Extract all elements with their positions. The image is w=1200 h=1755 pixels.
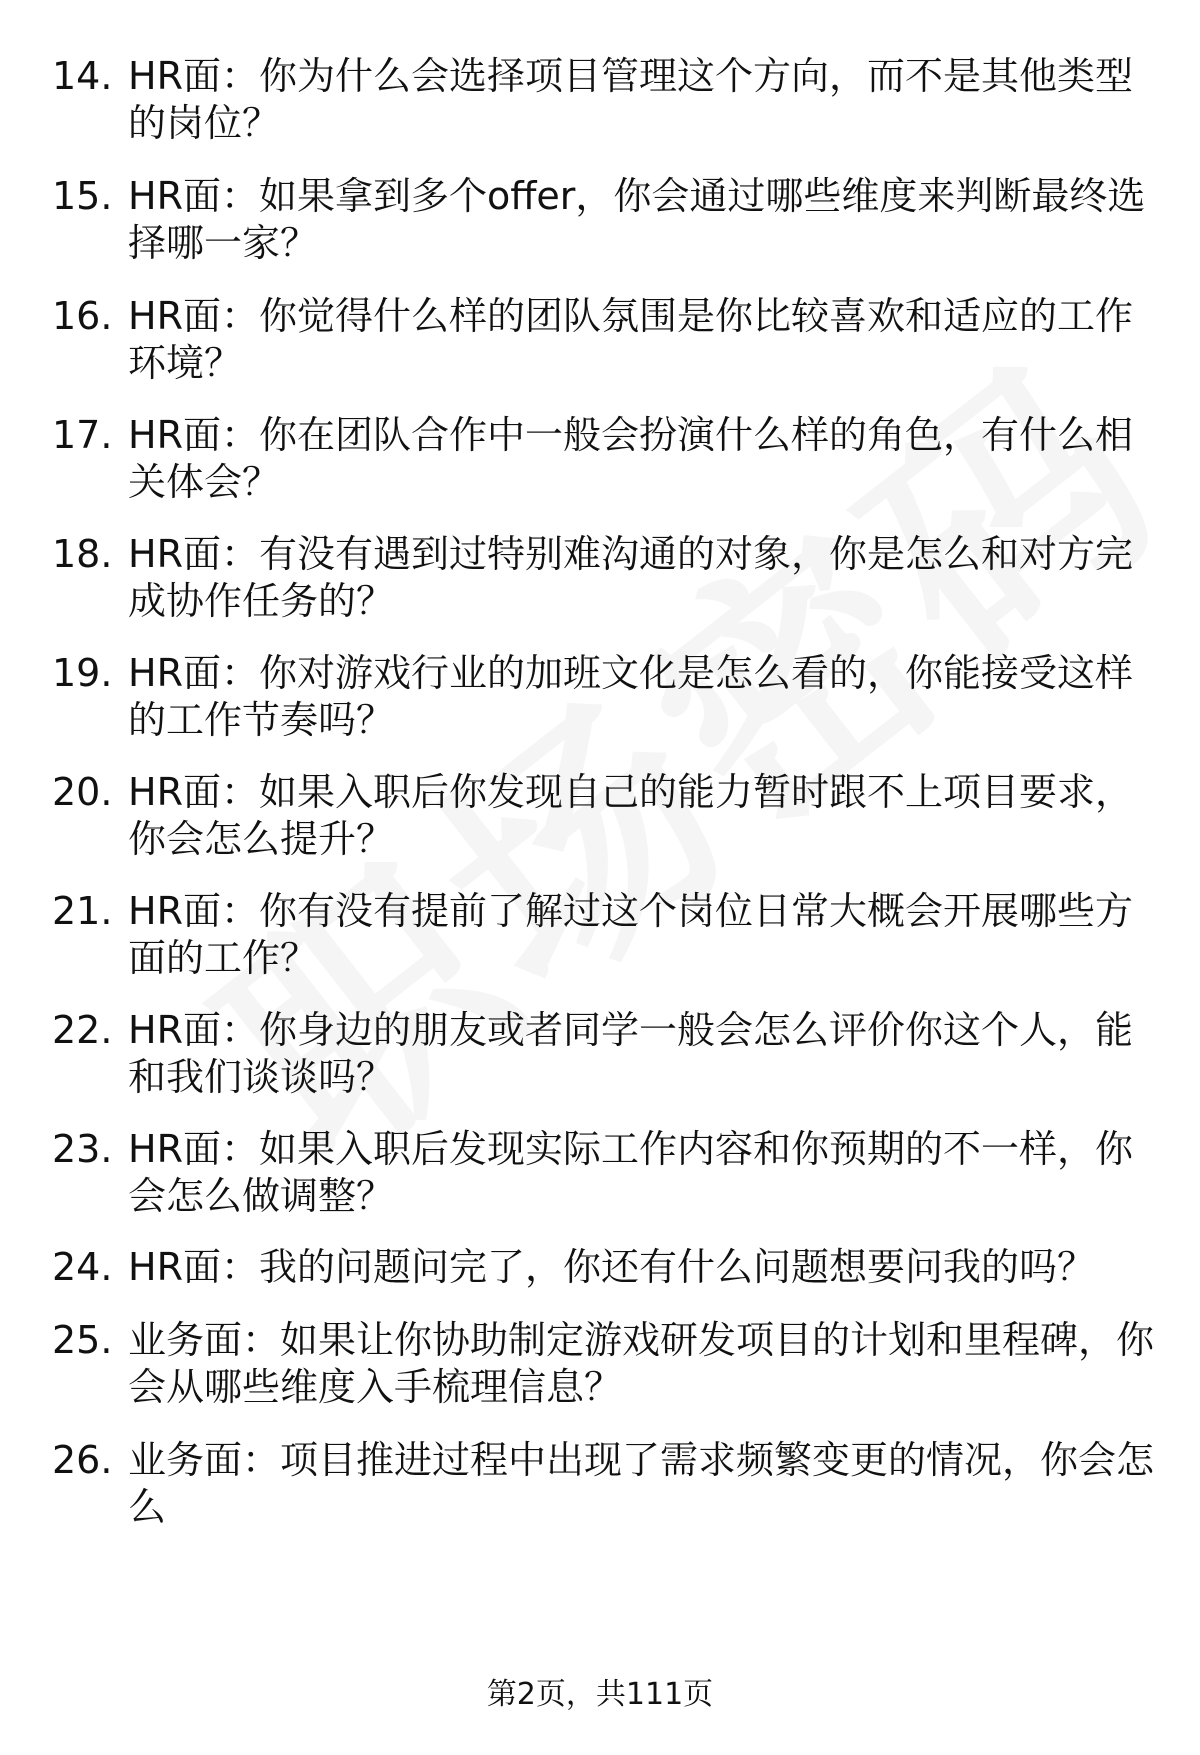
question-number: 26. — [52, 1438, 113, 1482]
list-item — [52, 531, 1160, 625]
question-text: HR面：你身边的朋友或者同学一般会怎么评价你这个人，能和我们谈谈吗？ — [128, 1008, 1133, 1099]
question-number: 17. — [52, 413, 113, 457]
question-text: HR面：你有没有提前了解过这个岗位日常大概会开展哪些方面的工作？ — [128, 889, 1133, 980]
question-text: HR面：你对游戏行业的加班文化是怎么看的，你能接受这样的工作节奏吗？ — [128, 651, 1133, 742]
list-item — [52, 173, 1160, 267]
list-item — [52, 412, 1160, 506]
question-text: HR面：如果拿到多个offer，你会通过哪些维度来判断最终选择哪一家？ — [128, 174, 1146, 265]
question-text: HR面：你觉得什么样的团队氛围是你比较喜欢和适应的工作环境？ — [128, 294, 1133, 385]
question-text: HR面：你在团队合作中一般会扮演什么样的角色，有什么相关体会？ — [128, 413, 1133, 504]
question-text: HR面：如果入职后你发现自己的能力暂时跟不上项目要求，你会怎么提升？ — [128, 770, 1133, 861]
list-item — [52, 1437, 1160, 1531]
question-text: 业务面：项目推进过程中出现了需求频繁变更的情况，你会怎么 — [128, 1438, 1155, 1529]
question-number: 23. — [52, 1127, 113, 1171]
list-item — [52, 1317, 1160, 1411]
question-text: HR面：你为什么会选择项目管理这个方向，而不是其他类型的岗位？ — [128, 54, 1133, 145]
list-item — [52, 650, 1160, 744]
question-number: 15. — [52, 174, 113, 218]
question-number: 22. — [52, 1008, 113, 1052]
question-text: 业务面：如果让你协助制定游戏研发项目的计划和里程碑，你会从哪些维度入手梳理信息？ — [128, 1318, 1155, 1409]
question-number: 16. — [52, 294, 113, 338]
list-item — [52, 769, 1160, 863]
list-item — [52, 293, 1160, 387]
list-item — [52, 888, 1160, 982]
question-number: 21. — [52, 889, 113, 933]
question-number: 20. — [52, 770, 113, 814]
list-item — [52, 1244, 1160, 1291]
list-item — [52, 1007, 1160, 1101]
page-number: 第2页，共111页 — [486, 1677, 714, 1712]
question-text: HR面：有没有遇到过特别难沟通的对象，你是怎么和对方完成协作任务的？ — [128, 532, 1133, 623]
list-item — [52, 53, 1160, 147]
question-number: 18. — [52, 532, 113, 576]
question-number: 25. — [52, 1318, 113, 1362]
question-text: HR面：如果入职后发现实际工作内容和你预期的不一样，你会怎么做调整？ — [128, 1127, 1133, 1218]
question-text: HR面：我的问题问完了，你还有什么问题想要问我的吗？ — [128, 1245, 1095, 1289]
question-number: 19. — [52, 651, 113, 695]
question-number: 14. — [52, 54, 113, 98]
question-number: 24. — [52, 1245, 113, 1289]
list-item — [52, 1126, 1160, 1220]
